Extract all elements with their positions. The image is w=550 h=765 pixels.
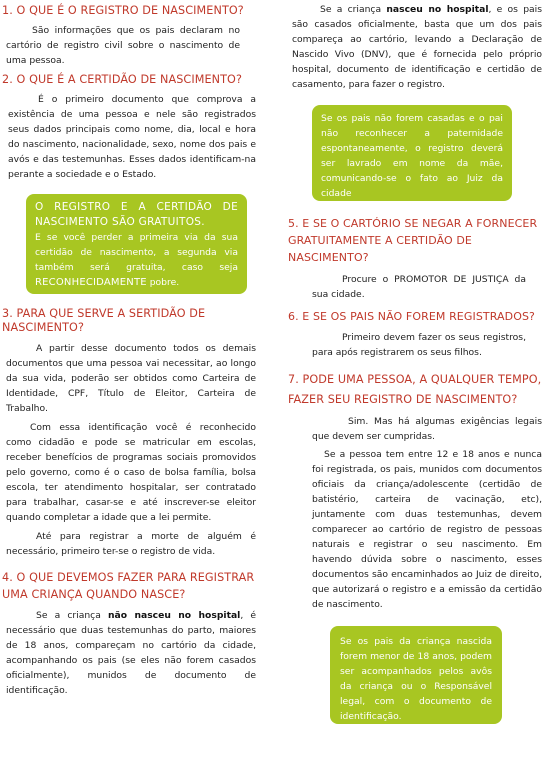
not-born-in-hospital-emphasis: não nasceu no hospital xyxy=(108,610,241,621)
gratuity-box-end: pobre. xyxy=(149,277,180,288)
section-2-title: 2. O QUE É A CERTIDÃO DE NASCIMENTO? xyxy=(2,73,242,86)
section-2-text: É o primeiro documento que comprova a existência de uma pessoa e nele são registrados seus dados principais como nome, dia, local e hora do nascimento, nacionalidade, sexo, nome dos pais e avós e das testemunhas. Esses dados identificam-na perante a sociedade e o Estado. xyxy=(8,94,256,180)
section-7-paragraph-1: Sim. Mas há algumas exigências legais que devem ser cumpridas. xyxy=(312,416,542,442)
section-7-title: 7. PODE UMA PESSOA, A QUALQUER TEMPO, FAZER SEU REGISTRO DE NASCIMENTO? xyxy=(288,373,542,406)
section-6-title: 6. E SE OS PAIS NÃO FOREM REGISTRADOS? xyxy=(288,310,535,323)
section-6-text: Primeiro devem fazer os seus registros, para após registrarem os seus filhos. xyxy=(312,332,526,358)
gratuity-highlight-box xyxy=(26,194,247,294)
gratuity-box-emphasis: RECONHECIDAMENTE xyxy=(35,277,147,288)
minor-parents-text: Se os pais da criança nascida forem menor de 18 anos, podem ser acompanhados pelos avôs da criança ou o Responsável legal, com o documento de identificação. xyxy=(340,636,492,722)
section-4-title: 4. O QUE DEVEMOS FAZER PARA REGISTRAR UMA CRIANÇA QUANDO NASCE? xyxy=(2,571,255,601)
gratuity-box-heading: O REGISTRO E A CERTIDÃO DE NASCIMENTO SÃO GRATUITOS. xyxy=(35,201,238,228)
section-3-title: 3. PARA QUE SERVE A SERTIDÃO DE NASCIMENTO? xyxy=(2,307,206,334)
section-5-text: Procure o PROMOTOR DE JUSTIÇA da sua cidade. xyxy=(312,274,526,300)
section-7-paragraph-2: Se a pessoa tem entre 12 e 18 anos e nunca foi registrada, os pais, munidos com documentos oficiais da criança/adolescente (certidão de batistério, carteira de vacinação, etc), juntamente com duas testemunhas, devem comparecer ao cartório de registro de pessoas naturais e registrar o seu nascimento. Em havendo dúvida sobre o nascimento, esses documentos são encaminhados ao Juiz de direito, que autorizará o registro e a emissão da certidão de nascimento. xyxy=(312,449,542,610)
minor-parents-box xyxy=(330,626,502,724)
born-in-hospital-emphasis: nasceu no hospital xyxy=(386,4,489,15)
section-3-paragraph-3: Até para registrar a morte de alguém é necessário, primeiro ter-se o registro de vida. xyxy=(6,531,256,557)
section-3-paragraph-2: Com essa identificação você é reconhecido como cidadão e pode se matricular em escolas, receber benefícios de programas sociais promovidos pelo governo, como é o caso de bolsa família, bolsa escola, ter atendimento hospitalar, ser contratado para trabalhar, casar-se e até inscrever-se eleitor quando completar a idade que a lei permite. xyxy=(6,422,256,523)
left-column xyxy=(2,0,264,698)
unmarried-parents-text: Se os pais não forem casadas e o pai não reconhecer a paternidade espontaneamente, o registro deverá ser lavrado em nome da mãe, comunicando-se o fato ao Juiz da cidade xyxy=(321,113,503,199)
section-1-text: São informações que os pais declaram no cartório de registro civil sobre o nascimento de uma pessoa. xyxy=(6,25,240,66)
right-column xyxy=(288,0,546,724)
gratuity-box-text: E se você perder a primeira via da sua certidão de nascimento, a segunda via também será gratuita, caso seja xyxy=(35,232,238,273)
section-4-text: Se a criança não nasceu no hospital, é necessário que duas testemunhas do parto, maiores de 18 anos, compareçam no cartório da cidade, acompanhando os pais (se eles não forem casados oficialmente), munidos de documento de identificação. xyxy=(6,610,257,696)
hospital-birth-text: Se a criança nasceu no hospital, e os pais são casados oficialmente, basta que um dos pais compareça ao cartório, levando a Declaração de Nascido Vivo (DNV), que é fornecida pelo próprio hospital, documento de identificação e certidão de casamento, para fazer o registro. xyxy=(292,4,542,90)
section-3-paragraph-1: A partir desse documento todos os demais documentos que uma pessoa vai necessitar, ao longo da sua vida, poderão ser obtidos como Carteira de Identidade, CPF, Título de Eleitor, Carteira de Trabalho. xyxy=(6,343,256,414)
section-5-title: 5. E SE O CARTÓRIO SE NEGAR A FORNECER GRATUITAMENTE A CERTIDÃO DE NASCIMENTO? xyxy=(288,217,538,264)
unmarried-parents-box xyxy=(312,105,512,201)
section-1-title: 1. O QUE É O REGISTRO DE NASCIMENTO? xyxy=(2,4,244,17)
